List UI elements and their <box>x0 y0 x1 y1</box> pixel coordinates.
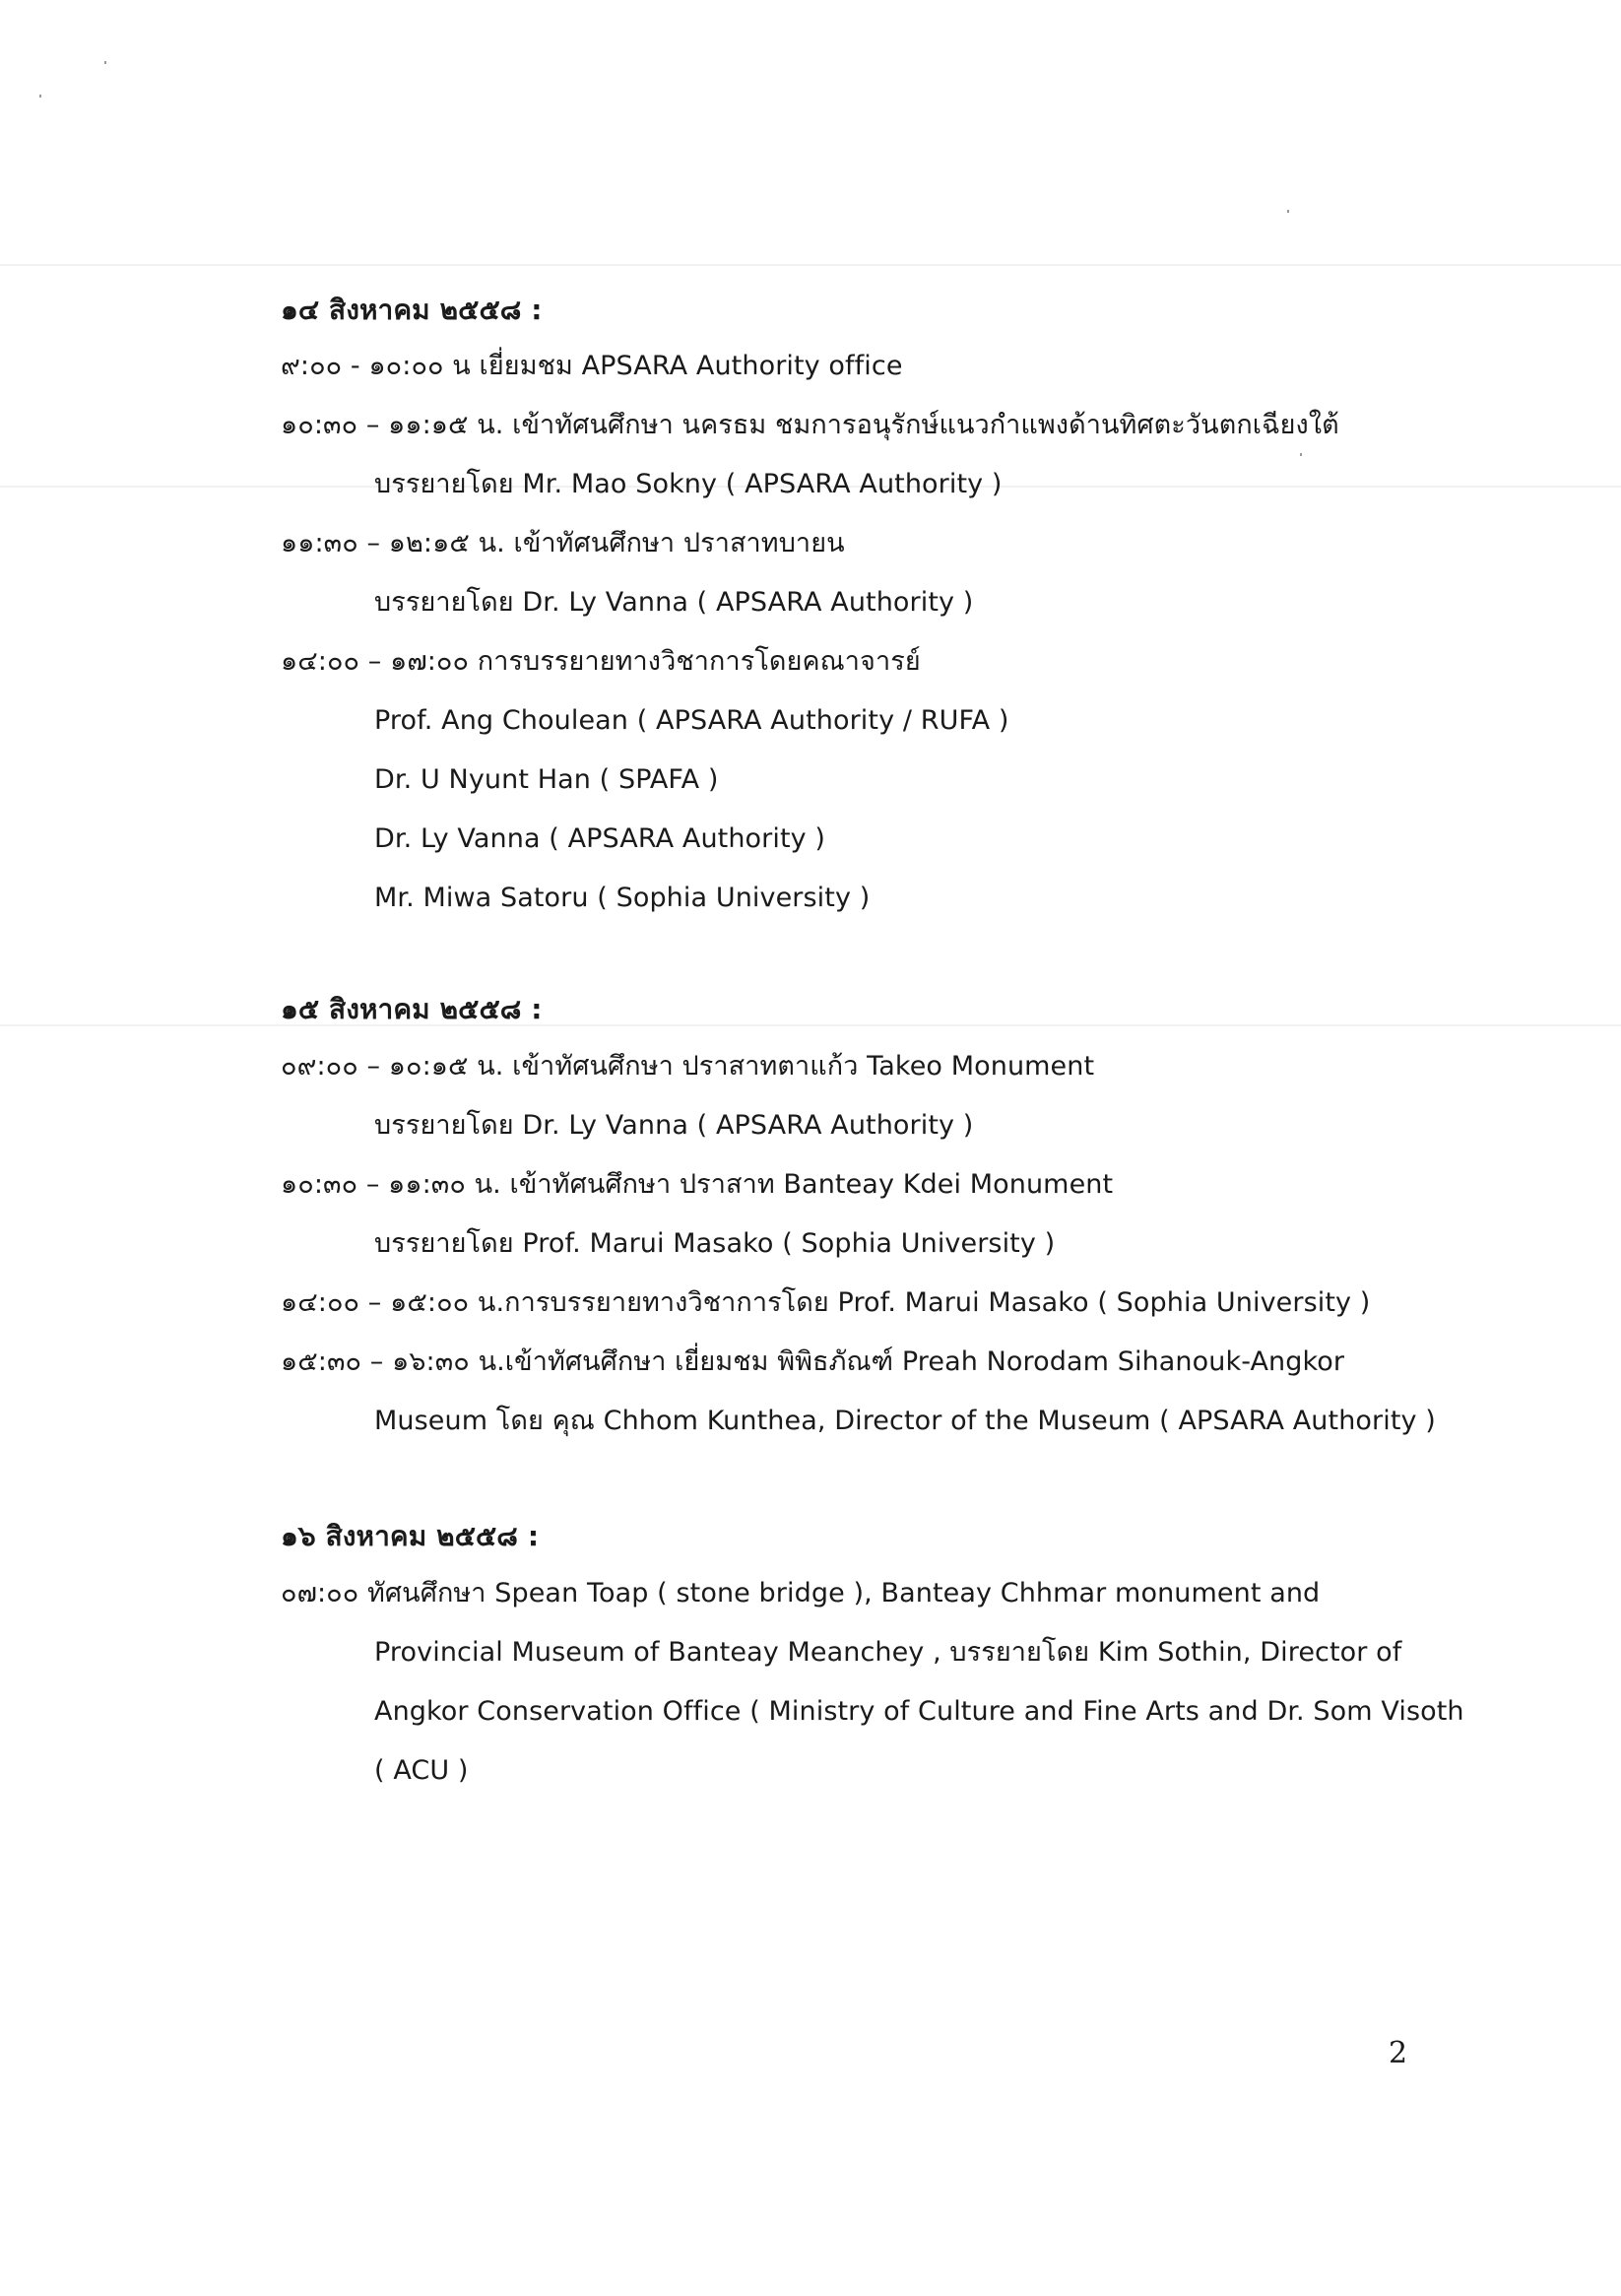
lecturer-line: Dr. Ly Vanna ( APSARA Authority ) <box>374 823 826 854</box>
schedule-continuation: Provincial Museum of Banteay Meanchey , บรรยายโดย Kim Sothin, Director of <box>374 1637 1402 1668</box>
scan-speck <box>104 61 106 64</box>
schedule-item: ๑๐:๓๐ – ๑๑:๓๐ น. เข้าทัศนศึกษา ปราสาท Banteay Kdei Monument <box>281 1169 1114 1200</box>
schedule-continuation: ( ACU ) <box>374 1755 469 1786</box>
speaker-line: บรรยายโดย Dr. Ly Vanna ( APSARA Authority ) <box>374 1110 974 1141</box>
schedule-item: ๑๑:๓๐ – ๑๒:๑๕ น. เข้าทัศนศึกษา ปราสาทบายน <box>281 528 845 558</box>
page-number: 2 <box>1389 2036 1408 2070</box>
schedule-item: ๑๕:๓๐ – ๑๖:๓๐ น.เข้าทัศนศึกษา เยี่ยมชม พิพิธภัณฑ์ Preah Norodam Sihanouk-Angkor <box>281 1346 1345 1377</box>
section-heading-16-aug: ๑๖ สิงหาคม ๒๕๕๘ : <box>281 1520 540 1552</box>
scan-fold-line <box>0 1024 1621 1026</box>
schedule-item: ๐๙:๐๐ – ๑๐:๑๕ น. เข้าทัศนศึกษา ปราสาทตาแก้ว Takeo Monument <box>281 1051 1095 1082</box>
schedule-item: ๐๗:๐๐ ทัศนศึกษา Spean Toap ( stone bridge ), Banteay Chhmar monument and <box>281 1578 1321 1608</box>
section-heading-15-aug: ๑๕ สิงหาคม ๒๕๕๘ : <box>281 993 543 1025</box>
section-heading-14-aug: ๑๔ สิงหาคม ๒๕๕๘ : <box>281 294 543 326</box>
scan-speck <box>1287 210 1289 213</box>
scan-speck <box>39 95 41 98</box>
scan-speck <box>1300 453 1302 456</box>
scan-fold-line <box>0 264 1621 266</box>
lecturer-line: Prof. Ang Choulean ( APSARA Authority / RUFA ) <box>374 705 1009 736</box>
schedule-item: ๑๔:๐๐ – ๑๗:๐๐ การบรรยายทางวิชาการโดยคณาจารย์ <box>281 646 921 677</box>
speaker-line: บรรยายโดย Dr. Ly Vanna ( APSARA Authority ) <box>374 587 974 618</box>
schedule-continuation: Angkor Conservation Office ( Ministry of Culture and Fine Arts and Dr. Som Visoth <box>374 1696 1464 1727</box>
speaker-line: บรรยายโดย Mr. Mao Sokny ( APSARA Authority ) <box>374 469 1003 499</box>
lecturer-line: Mr. Miwa Satoru ( Sophia University ) <box>374 883 871 913</box>
schedule-item: ๑๔:๐๐ – ๑๕:๐๐ น.การบรรยายทางวิชาการโดย Prof. Marui Masako ( Sophia University ) <box>281 1287 1371 1318</box>
speaker-line: Museum โดย คุณ Chhom Kunthea, Director of the Museum ( APSARA Authority ) <box>374 1406 1436 1436</box>
schedule-item: ๙:๐๐ - ๑๐:๐๐ น เยี่ยมชม APSARA Authority office <box>281 351 903 381</box>
speaker-line: บรรยายโดย Prof. Marui Masako ( Sophia University ) <box>374 1228 1056 1259</box>
lecturer-line: Dr. U Nyunt Han ( SPAFA ) <box>374 764 719 795</box>
schedule-item: ๑๐:๓๐ – ๑๑:๑๕ น. เข้าทัศนศึกษา นครธม ชมการอนุรักษ์แนวกำแพงด้านทิศตะวันตกเฉียงใต้ <box>281 410 1339 440</box>
